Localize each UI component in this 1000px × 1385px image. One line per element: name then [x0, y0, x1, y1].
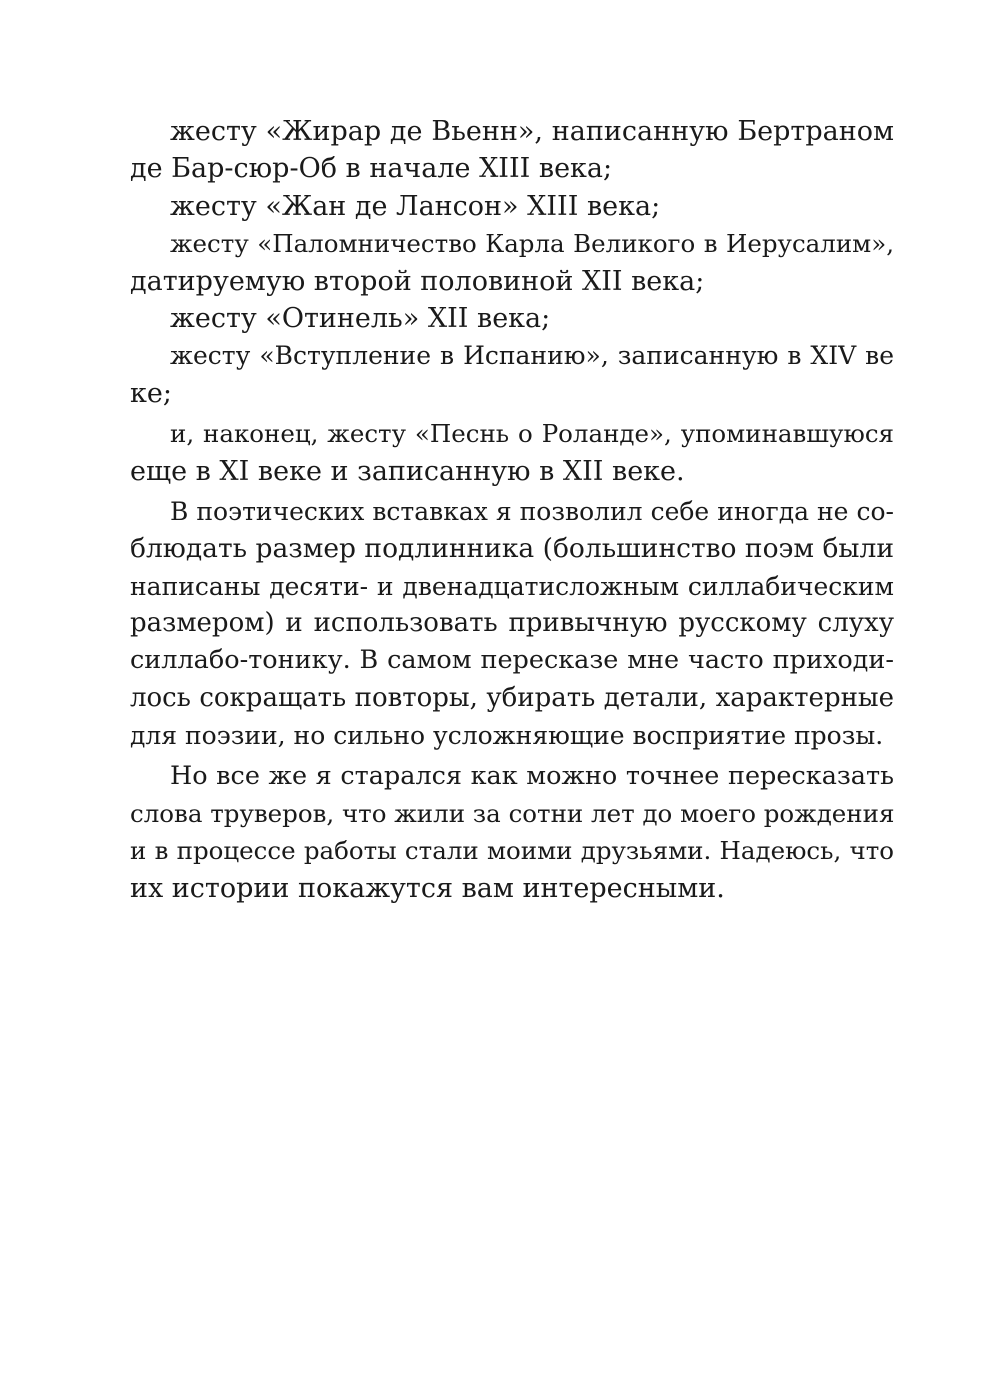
text-line: датируемую второй половиной XII века;	[130, 265, 705, 297]
text-line: и в процессе работы стали моими друзьями. Надеюсь, что	[130, 836, 894, 866]
text-line: блюдать размер подлинника (большинство поэм были	[130, 533, 894, 565]
text-line: и, наконец, жесту «Песнь о Роланде», упоминавшуюся	[170, 419, 894, 449]
text-line: слова труверов, что жили за сотни лет до моего рождения	[130, 799, 894, 829]
paragraph-start-line: В поэтических вставках я позволил себе иногда не со-	[170, 496, 894, 526]
text-line: еще в XI веке и записанную в XII веке.	[130, 455, 685, 487]
text-line: де Бар-сюр-Об в начале XIII века;	[130, 153, 613, 185]
body-text	[130, 113, 894, 907]
text-line: размером) и использовать привычную русскому слуху	[130, 608, 894, 639]
text-line: жесту «Вступление в Испанию», записанную в XIV ве	[170, 341, 894, 371]
text-line: жесту «Паломничество Карла Великого в Иерусалим»,	[170, 229, 894, 259]
text-line: написаны десяти- и двенадцатисложным силлабическим	[130, 571, 894, 601]
text-line: жесту «Отинель» XII века;	[170, 302, 551, 334]
text-line: лось сокращать повторы, убирать детали, характерные	[130, 682, 894, 713]
text-line: жесту «Жирар де Вьенн», написанную Бертраном	[170, 116, 894, 147]
text-line: ке;	[130, 377, 172, 409]
text-line: силлабо-тонику. В самом пересказе мне часто приходи-	[130, 645, 894, 676]
text-line: их истории покажутся вам интересными.	[130, 872, 725, 904]
text-line: для поэзии, но сильно усложняющие восприятие прозы.	[130, 721, 884, 751]
paragraph-start-line: Но все же я старался как можно точнее пересказать	[170, 760, 894, 791]
text-line: жесту «Жан де Лансон» XIII века;	[170, 190, 661, 222]
